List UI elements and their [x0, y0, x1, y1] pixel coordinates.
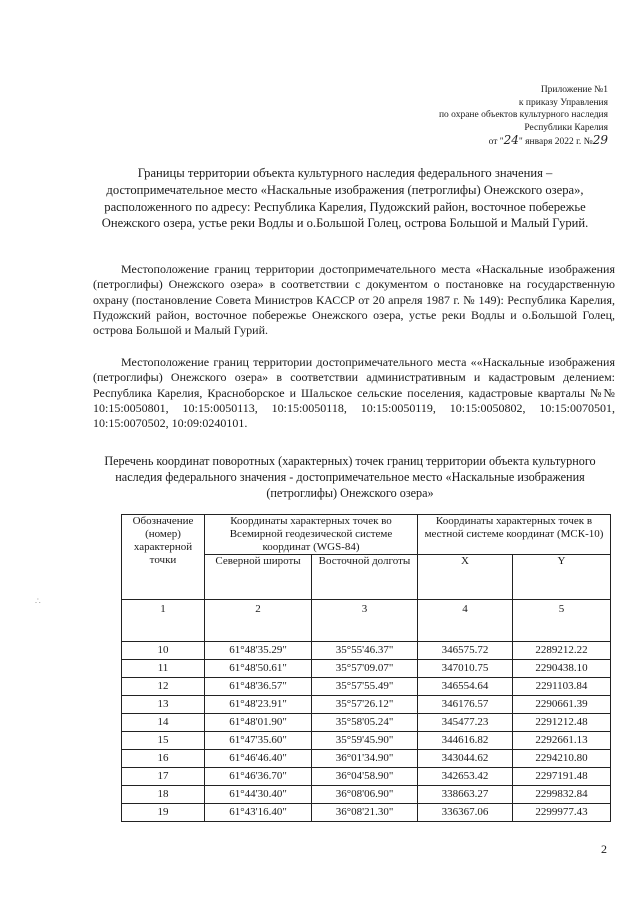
col-num: 3 — [312, 600, 418, 642]
table-row — [122, 768, 611, 786]
cell-x: 345477.23 — [418, 714, 513, 732]
cell-latitude: 61°44'30.40" — [205, 786, 312, 804]
cell-x: 343044.62 — [418, 750, 513, 768]
cell-x: 336367.06 — [418, 804, 513, 822]
cell-longitude: 35°59'45.90" — [312, 732, 418, 750]
col-num: 4 — [418, 600, 513, 642]
header-department: по охране объектов культурного наследия — [438, 110, 608, 121]
cell-point: 17 — [122, 768, 205, 786]
table-row — [122, 732, 611, 750]
table-row — [122, 660, 611, 678]
date-prefix: от " — [488, 137, 504, 148]
cell-latitude: 61°46'36.70" — [205, 768, 312, 786]
header-x: X — [418, 555, 513, 600]
cell-y: 2291212.48 — [513, 714, 611, 732]
table-row — [122, 678, 611, 696]
cell-y: 2290438.10 — [513, 660, 611, 678]
cell-latitude: 61°48'50.61" — [205, 660, 312, 678]
paragraph-location-registration — [93, 262, 615, 338]
header-msk10: Координаты характерных точек в местной системе координат (МСК-10) — [418, 515, 611, 555]
paragraph-location-cadastral — [93, 355, 615, 431]
cell-latitude: 61°47'35.60" — [205, 732, 312, 750]
header-y: Y — [513, 555, 611, 600]
cell-x: 344616.82 — [418, 732, 513, 750]
cell-point: 18 — [122, 786, 205, 804]
cell-point: 10 — [122, 642, 205, 660]
header-point-number: Обозначение (номер) характерной точки — [122, 515, 205, 600]
cell-longitude: 35°55'46.37" — [312, 642, 418, 660]
header-order: к приказу Управления — [518, 97, 608, 108]
cell-latitude: 61°46'46.40" — [205, 750, 312, 768]
header-wgs84: Координаты характерных точек во Всемирной геодезической системе координат (WGS-84) — [205, 515, 418, 555]
cell-y: 2299977.43 — [513, 804, 611, 822]
document-title: Границы территории объекта культурного наследия федерального значения – достопримечательное место «Наскальные изображения (петроглифы) Онежского озера», расположенного по адресу: Республика Карелия, Пудожский район, восточное побережье Онежского озера, устье реки Водлы и о.Большой Голец, острова Большой и Малый Гурий. — [101, 166, 589, 231]
cell-latitude: 61°48'35.29" — [205, 642, 312, 660]
cell-point: 11 — [122, 660, 205, 678]
cell-y: 2292661.13 — [513, 732, 611, 750]
cell-y: 2291103.84 — [513, 678, 611, 696]
cell-latitude: 61°43'16.40" — [205, 804, 312, 822]
cell-longitude: 36°01'34.90" — [312, 750, 418, 768]
cell-longitude: 35°57'55.49" — [312, 678, 418, 696]
cell-longitude: 36°04'58.90" — [312, 768, 418, 786]
cell-y: 2290661.39 — [513, 696, 611, 714]
cell-point: 19 — [122, 804, 205, 822]
order-number: 29 — [592, 133, 608, 148]
header-north-latitude: Северной широты — [205, 555, 312, 600]
cell-point: 13 — [122, 696, 205, 714]
col-num: 2 — [205, 600, 312, 642]
cell-x: 338663.27 — [418, 786, 513, 804]
scan-mark: ∴ — [35, 596, 41, 606]
table-row — [122, 750, 611, 768]
header-date — [439, 134, 608, 149]
cell-y: 2294210.80 — [513, 750, 611, 768]
column-number-row — [122, 600, 611, 642]
cell-latitude: 61°48'36.57" — [205, 678, 312, 696]
cell-x: 346176.57 — [418, 696, 513, 714]
table-row — [122, 642, 611, 660]
table-row — [122, 714, 611, 732]
document-header — [439, 84, 608, 149]
date-day: 24 — [503, 133, 519, 148]
header-republic: Республики Карелия — [524, 122, 608, 133]
cell-x: 347010.75 — [418, 660, 513, 678]
cell-point: 15 — [122, 732, 205, 750]
cell-latitude: 61°48'01.90" — [205, 714, 312, 732]
cell-point: 14 — [122, 714, 205, 732]
table-row — [122, 804, 611, 822]
cell-y: 2289212.22 — [513, 642, 611, 660]
cell-y: 2297191.48 — [513, 768, 611, 786]
col-num: 5 — [513, 600, 611, 642]
coordinates-table — [121, 514, 611, 822]
cell-x: 346575.72 — [418, 642, 513, 660]
header-east-longitude: Восточной долготы — [312, 555, 418, 600]
cell-point: 16 — [122, 750, 205, 768]
paragraph-1-text: Местоположение границ территории достопримечательного места «Наскальные изображения (петроглифы) Онежского озера» в соответствии с документом о постановке на государственную охрану (постановление Совета Министров КАССР от 20 апреля 1987 г. № 149): Республика Карелия, Пудожский район, восточное побережье Онежского озера, устье реки Водлы и о.Большой Голец, острова Большой и Малый Гурий. — [93, 262, 615, 338]
cell-longitude: 36°08'21.30" — [312, 804, 418, 822]
cell-y: 2299832.84 — [513, 786, 611, 804]
cell-longitude: 35°57'09.07" — [312, 660, 418, 678]
coordinates-list-title: Перечень координат поворотных (характерных) точек границ территории объекта культурного наследия федерального значения - достопримечательное место «Наскальные изображения (петроглифы) Онежского озера» — [104, 454, 596, 500]
cell-longitude: 35°57'26.12" — [312, 696, 418, 714]
col-num: 1 — [122, 600, 205, 642]
cell-x: 346554.64 — [418, 678, 513, 696]
cell-point: 12 — [122, 678, 205, 696]
cell-longitude: 35°58'05.24" — [312, 714, 418, 732]
cell-longitude: 36°08'06.90" — [312, 786, 418, 804]
cell-latitude: 61°48'23.91" — [205, 696, 312, 714]
date-mid: " января 2022 г. № — [518, 137, 593, 148]
cell-x: 342653.42 — [418, 768, 513, 786]
paragraph-2-text: Местоположение границ территории достопримечательного места ««Наскальные изображения (петроглифы) Онежского озера» в соответствии административным и кадастровым делением: Республика Карелия, Красноборское и Шальское сельские поселения, кадастровые кварталы №№ 10:15:0050801, 10:15:0050113, 10:15:0050118, 10:15:0050119, 10:15:0050802, 10:15:0070501, 10:15:0070502, 10:09:0240101. — [93, 355, 615, 431]
table-row — [122, 696, 611, 714]
table-row — [122, 786, 611, 804]
page-number: 2 — [601, 842, 607, 856]
header-appendix: Приложение №1 — [540, 85, 608, 95]
